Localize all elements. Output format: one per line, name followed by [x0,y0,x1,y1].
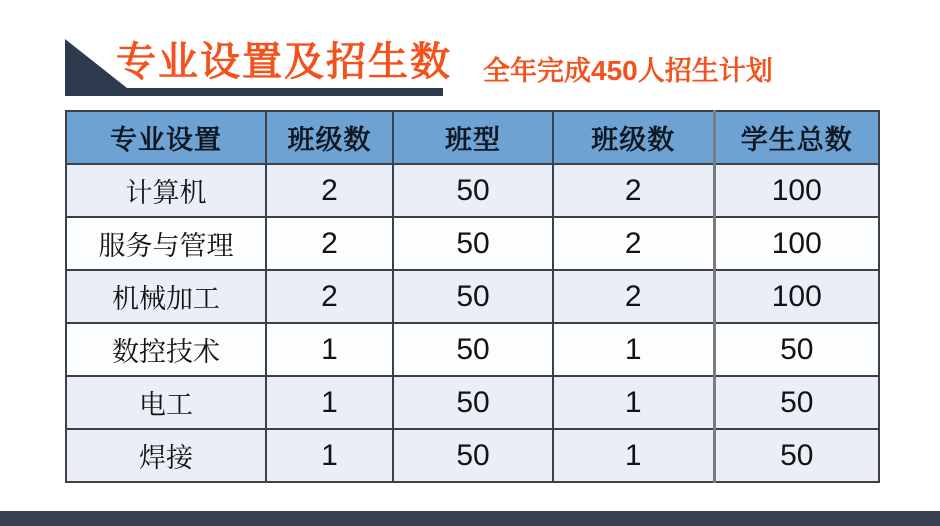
title-underline [65,88,443,96]
cell-total-students: 50 [714,429,879,482]
header-total-students: 学生总数 [714,111,879,164]
cell-class-count-2: 1 [553,429,714,482]
table-row [66,376,879,429]
cell-major: 电工 [66,376,266,429]
enrollment-table [65,110,880,483]
cell-class-type: 50 [393,429,553,482]
cell-class-type: 50 [393,323,553,376]
cell-total-students: 100 [714,217,879,270]
table-row [66,217,879,270]
table-row [66,323,879,376]
subtitle-number: 450 [591,55,638,86]
cell-class-count-2: 2 [553,164,714,217]
cell-class-count-1: 2 [266,217,393,270]
header-major: 专业设置 [66,111,266,164]
cell-total-students: 50 [714,376,879,429]
cell-total-students: 50 [714,323,879,376]
subtitle-suffix: 人招生计划 [637,56,773,86]
cell-class-type: 50 [393,376,553,429]
cell-class-count-1: 1 [266,429,393,482]
cell-class-count-2: 2 [553,217,714,270]
cell-class-count-1: 2 [266,270,393,323]
cell-class-count-2: 1 [553,323,714,376]
cell-major: 服务与管理 [66,217,266,270]
table-row [66,429,879,482]
header-class-type: 班型 [393,111,553,164]
page-title: 专业设置及招生数 [116,39,452,84]
cell-class-count-2: 2 [553,270,714,323]
header-class-count-2: 班级数 [553,111,714,164]
cell-class-type: 50 [393,164,553,217]
cell-major: 机械加工 [66,270,266,323]
cell-total-students: 100 [714,164,879,217]
cell-class-count-2: 1 [553,376,714,429]
cell-class-type: 50 [393,270,553,323]
subtitle [483,56,773,87]
table-row [66,270,879,323]
table-row [66,164,879,217]
subtitle-prefix: 全年完成 [483,56,591,86]
cell-class-count-1: 1 [266,376,393,429]
cell-total-students: 100 [714,270,879,323]
cell-major: 焊接 [66,429,266,482]
cell-class-count-1: 2 [266,164,393,217]
table-header-row [66,111,879,164]
cell-major: 计算机 [66,164,266,217]
cell-major: 数控技术 [66,323,266,376]
cell-class-type: 50 [393,217,553,270]
cell-class-count-1: 1 [266,323,393,376]
header-class-count-1: 班级数 [266,111,393,164]
bottom-accent-bar [0,511,940,526]
